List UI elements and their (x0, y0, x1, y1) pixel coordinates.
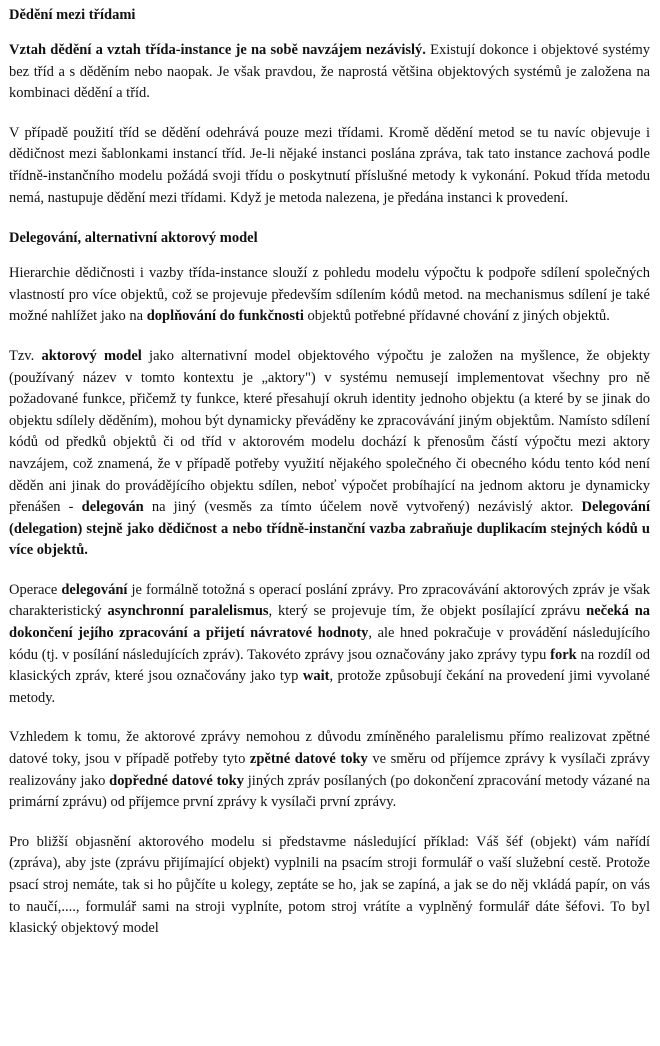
section-heading-delegation: Delegování, alternativní aktorový model (9, 230, 258, 247)
text-run: na rozdíl od klasických zpráv, které jsou označovány jako typ (9, 646, 650, 685)
bold-phrase: Delegování (delegation) stejně jako dědičnost a nebo třídně-instanční vazba zabraňuje duplikacím stejných kódů u více objektů. (9, 499, 651, 559)
text-run: Tzv. (9, 347, 42, 364)
text-run: V případě použití tříd se dědění odehrává pouze mezi třídami. Kromě dědění metod se tu navíc objevuje i dědičnost mezi šablonkami instancí tříd. Je-li nějaké instanci poslána zpráva, tak tato instance zachová podle třídně-instančního modelu požádá svoji třídu o poskytnutí příslušné metody k vykonání. Pokud třída metodu nemá, nastupuje dědění mezi třídami. Když je metoda nalezena, je předána instanci k provedení. (9, 124, 650, 206)
paragraph-6 (9, 727, 650, 813)
bold-phrase: zpětné datové toky (249, 751, 368, 768)
bold-phrase: asynchronní paralelismus (107, 603, 269, 620)
text-run: je formálně totožná s operací poslání zprávy. Pro zpracovávání aktorových zpráv je však charakteristický (9, 581, 650, 620)
text-run: jiných zpráv posílaných (po dokončení zpracování metody vázané na primární zprávu) od příjemce první zprávy k vysílači první zprávy. (9, 772, 651, 811)
paragraph-1 (9, 40, 650, 105)
text-run: Existují dokonce i objektové systémy bez tříd a s děděním nebo naopak. Je však pravdou, že naprostá většina objektových systémů je založena na kombinaci dědění a tříd. (9, 42, 650, 102)
bold-phrase: wait (302, 668, 330, 685)
paragraph-5 (9, 580, 650, 710)
text-run: , který se projevuje tím, že objekt posílající zprávu (268, 603, 587, 620)
paragraph-3 (9, 263, 650, 328)
text-run: Vzhledem k tomu, že aktorové zprávy nemohou z důvodu zmíněného paralelismu přímo realizovat zpětné datové toky, jsou v případě potřeby tyto (9, 729, 650, 768)
bold-phrase: fork (550, 646, 577, 663)
text-run: Pro bližší objasnění aktorového modelu si představme následující příklad: Váš šéf (objekt) vám nařídí (zpráva), aby jste (zprávu přijímající objekt) vyplnili na psacím stroji formulář o vaší služební cestě. Protože psací stroj nemáte, tak si ho půjčíte u kolegy, zeptáte se ho, jak se zapíná, a jak se do něj vkládá papír, on vás to naučí,...., formulář sami na stroji vyplníte, potom stroj vrátíte a vyplněný formulář dáte šéfovi. To byl klasický objektový model (9, 833, 650, 937)
section-heading-inheritance: Dědění mezi třídami (9, 7, 136, 23)
text-run: , protože způsobují čekání na provedení jimi vyvolané metody. (9, 668, 650, 706)
bold-phrase: aktorový model (41, 347, 142, 364)
bold-phrase: delegován (81, 499, 144, 516)
text-run: Operace (9, 581, 62, 598)
text-run: ve směru od příjemce zprávy k vysílači zprávy realizovány jako (9, 751, 650, 789)
bold-phrase: doplňování do funkčnosti (146, 308, 304, 325)
text-run: , ale hned pokračuje v provádění následujícího kódu (tj. v posílání následujících zpráv). Takovéto zprávy jsou označovány jako zprávy typu (9, 625, 651, 663)
text-run: na jiný (vesměs za tímto účelem nově vytvořený) nezávislý aktor. (143, 499, 582, 516)
bold-phrase: nečeká na dokončení jejího zpracování a přijetí návratové hodnoty (9, 603, 651, 642)
text-run: jako alternativní model objektového výpočtu je založen na myšlence, že objekty (používaný název v tomto kontextu je „aktory") v systému nemusejí implementovat všechny pro ně požadované funkce, přičemž ty funkce, které přesahují okruh identity jednoho objektu (a které by se jinak do objektu sdílely děděním), mohou být dynamicky převáděny ke zpracovávání jiným objektům. Namísto sdílení kódů od předků objektů či od tříd v aktorovém modelu dochází k přenosům částí výpočtu mezi aktory navzájem, což znamená, že v případě potřeby využití nějakého společného či obecného kódu tento kód není děděn ani jinak do provádějícího objektu sdílen, neboť výpočet probíhající na jednom aktoru je dynamicky přenášen - (9, 347, 650, 516)
bold-phrase: delegování (61, 581, 128, 598)
text-run: objektů potřebné přídavné chování z jiných objektů. (303, 308, 610, 325)
bold-phrase: Vztah dědění a vztah třída-instance je na sobě navzájem nezávislý. (9, 42, 426, 58)
paragraph-2 (9, 123, 650, 209)
paragraph-7 (9, 832, 650, 940)
bold-phrase: dopředné datové toky (109, 772, 244, 789)
text-run: Hierarchie dědičnosti i vazby třída-instance slouží z pohledu modelu výpočtu k podpoře sdílení společných vlastností pro více objektů, což se projevuje především sdílením kódů metod. na mechanismus sdílení je také možné nahlížet jako na (9, 265, 650, 325)
paragraph-4 (9, 346, 650, 562)
